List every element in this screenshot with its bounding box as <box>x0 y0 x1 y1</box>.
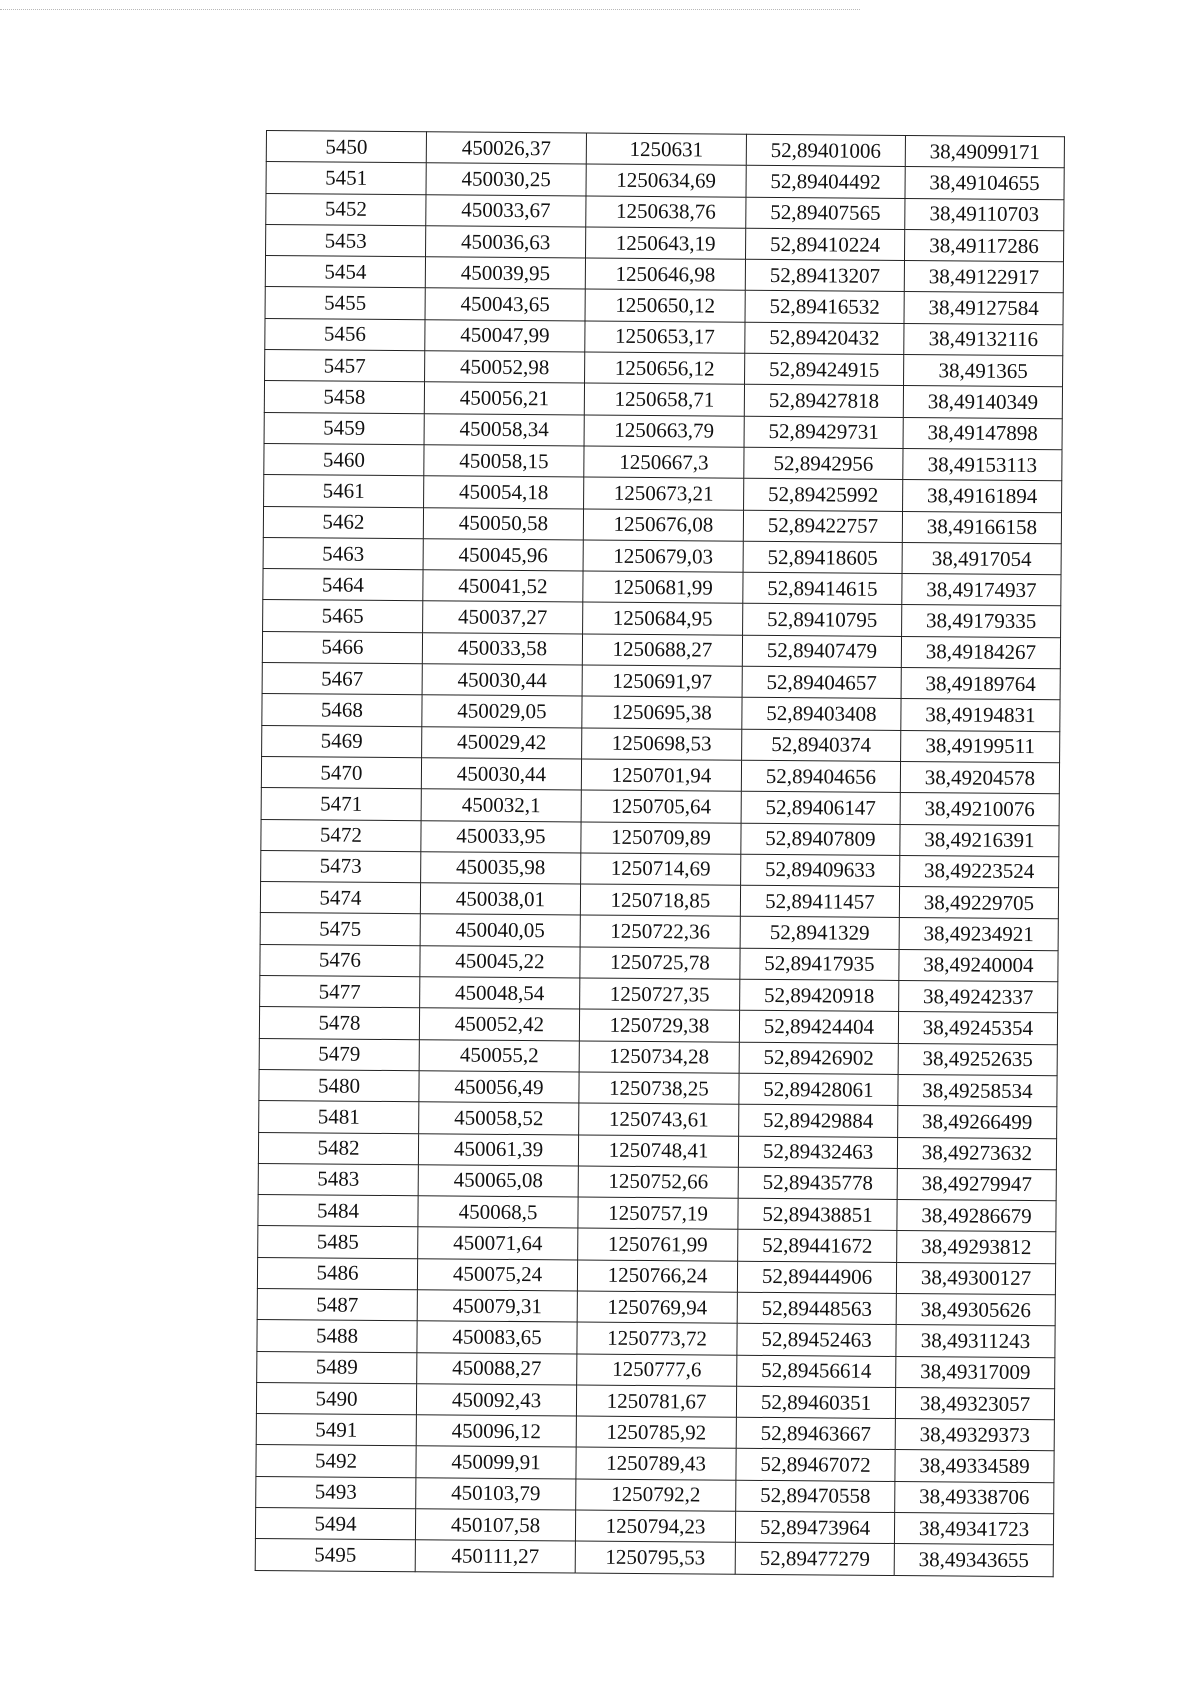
x-coordinate-cell: 450050,58 <box>423 507 583 540</box>
x-coordinate-cell: 450043,65 <box>425 288 585 321</box>
x-coordinate-cell: 450038,01 <box>420 883 580 916</box>
point-number-cell: 5486 <box>257 1257 417 1290</box>
point-number-cell: 5462 <box>263 506 423 539</box>
x-coordinate-cell: 450032,1 <box>421 789 581 822</box>
longitude-cell: 38,49242337 <box>899 981 1058 1014</box>
y-coordinate-cell: 1250709,89 <box>581 822 741 855</box>
longitude-cell: 38,49323057 <box>895 1387 1054 1420</box>
y-coordinate-cell: 1250734,28 <box>579 1041 739 1074</box>
longitude-cell: 38,49099171 <box>905 136 1064 169</box>
longitude-cell: 38,49127584 <box>904 292 1063 325</box>
point-number-cell: 5463 <box>263 537 423 570</box>
x-coordinate-cell: 450083,65 <box>417 1321 577 1354</box>
longitude-cell: 38,49153113 <box>903 448 1062 481</box>
latitude-cell: 52,89407809 <box>741 823 900 856</box>
point-number-cell: 5477 <box>260 975 420 1008</box>
x-coordinate-cell: 450041,52 <box>423 570 583 603</box>
latitude-cell: 52,8940374 <box>742 729 901 762</box>
longitude-cell: 38,49343655 <box>894 1544 1053 1577</box>
point-number-cell: 5495 <box>255 1539 415 1572</box>
longitude-cell: 38,49240004 <box>899 949 1058 982</box>
point-number-cell: 5460 <box>264 443 424 476</box>
x-coordinate-cell: 450033,58 <box>422 632 582 665</box>
longitude-cell: 38,49104655 <box>905 167 1064 200</box>
longitude-cell: 38,49279947 <box>897 1168 1056 1201</box>
latitude-cell: 52,89416532 <box>745 291 904 324</box>
longitude-cell: 38,49229705 <box>899 887 1058 920</box>
point-number-cell: 5484 <box>258 1195 418 1228</box>
longitude-cell: 38,49179335 <box>902 605 1061 638</box>
latitude-cell: 52,89456614 <box>737 1355 896 1388</box>
latitude-cell: 52,89463667 <box>736 1417 895 1450</box>
scan-edge-line <box>0 9 860 10</box>
longitude-cell: 38,49334589 <box>895 1450 1054 1483</box>
point-number-cell: 5452 <box>266 193 426 226</box>
x-coordinate-cell: 450056,21 <box>424 382 584 415</box>
latitude-cell: 52,89407479 <box>742 635 901 668</box>
y-coordinate-cell: 1250646,98 <box>585 258 745 291</box>
x-coordinate-cell: 450079,31 <box>417 1290 577 1323</box>
point-number-cell: 5476 <box>260 944 420 977</box>
latitude-cell: 52,8941329 <box>740 917 899 950</box>
longitude-cell: 38,49273632 <box>897 1137 1056 1170</box>
longitude-cell: 38,49147898 <box>903 417 1062 450</box>
x-coordinate-cell: 450088,27 <box>417 1352 577 1385</box>
x-coordinate-cell: 450047,99 <box>425 320 585 353</box>
latitude-cell: 52,89404656 <box>741 760 900 793</box>
latitude-cell: 52,89418605 <box>743 541 902 574</box>
longitude-cell: 38,49266499 <box>898 1106 1057 1139</box>
latitude-cell: 52,8942956 <box>744 447 903 480</box>
y-coordinate-cell: 1250679,03 <box>583 540 743 573</box>
point-number-cell: 5453 <box>266 224 426 257</box>
longitude-cell: 38,49258534 <box>898 1074 1057 1107</box>
y-coordinate-cell: 1250643,19 <box>586 227 746 260</box>
y-coordinate-cell: 1250725,78 <box>580 947 740 980</box>
x-coordinate-cell: 450030,44 <box>422 664 582 697</box>
latitude-cell: 52,89429884 <box>739 1104 898 1137</box>
point-number-cell: 5491 <box>256 1414 416 1447</box>
latitude-cell: 52,89404657 <box>742 666 901 699</box>
longitude-cell: 38,49300127 <box>896 1262 1055 1295</box>
latitude-cell: 52,89401006 <box>746 134 905 167</box>
x-coordinate-cell: 450026,37 <box>426 132 586 165</box>
longitude-cell: 38,49161894 <box>903 480 1062 513</box>
point-number-cell: 5464 <box>263 569 423 602</box>
y-coordinate-cell: 1250757,19 <box>578 1197 738 1230</box>
longitude-cell: 38,49329373 <box>895 1419 1054 1452</box>
point-number-cell: 5474 <box>260 882 420 915</box>
x-coordinate-cell: 450056,49 <box>419 1071 579 1104</box>
x-coordinate-cell: 450035,98 <box>421 852 581 885</box>
latitude-cell: 52,89404492 <box>746 166 905 199</box>
latitude-cell: 52,89467072 <box>736 1449 895 1482</box>
point-number-cell: 5480 <box>259 1069 419 1102</box>
point-number-cell: 5455 <box>265 287 425 320</box>
coordinates-table <box>255 130 1065 1577</box>
point-number-cell: 5478 <box>259 1007 419 1040</box>
y-coordinate-cell: 1250722,36 <box>580 915 740 948</box>
longitude-cell: 38,49117286 <box>904 229 1063 262</box>
longitude-cell: 38,49184267 <box>901 636 1060 669</box>
x-coordinate-cell: 450030,25 <box>426 163 586 196</box>
point-number-cell: 5458 <box>264 381 424 414</box>
y-coordinate-cell: 1250658,71 <box>584 383 744 416</box>
x-coordinate-cell: 450092,43 <box>416 1384 576 1417</box>
longitude-cell: 38,49216391 <box>900 824 1059 857</box>
y-coordinate-cell: 1250738,25 <box>579 1072 739 1105</box>
x-coordinate-cell: 450040,05 <box>420 914 580 947</box>
x-coordinate-cell: 450045,22 <box>420 945 580 978</box>
table-row <box>255 1539 1053 1577</box>
latitude-cell: 52,89444906 <box>737 1261 896 1294</box>
y-coordinate-cell: 1250792,2 <box>576 1479 736 1512</box>
x-coordinate-cell: 450055,2 <box>419 1039 579 1072</box>
longitude-cell: 38,49293812 <box>897 1231 1056 1264</box>
point-number-cell: 5494 <box>255 1508 415 1541</box>
y-coordinate-cell: 1250656,12 <box>585 352 745 385</box>
point-number-cell: 5461 <box>264 475 424 508</box>
point-number-cell: 5454 <box>265 256 425 289</box>
y-coordinate-cell: 1250698,53 <box>582 728 742 761</box>
latitude-cell: 52,89470558 <box>736 1480 895 1513</box>
y-coordinate-cell: 1250748,41 <box>578 1134 738 1167</box>
y-coordinate-cell: 1250794,23 <box>575 1510 735 1543</box>
y-coordinate-cell: 1250781,67 <box>576 1385 736 1418</box>
coordinates-table-body <box>255 131 1064 1577</box>
latitude-cell: 52,89460351 <box>736 1386 895 1419</box>
longitude-cell: 38,49166158 <box>902 511 1061 544</box>
point-number-cell: 5457 <box>265 350 425 383</box>
y-coordinate-cell: 1250743,61 <box>579 1103 739 1136</box>
point-number-cell: 5473 <box>261 850 421 883</box>
y-coordinate-cell: 1250631 <box>586 133 746 166</box>
x-coordinate-cell: 450058,34 <box>424 413 584 446</box>
latitude-cell: 52,89428061 <box>739 1073 898 1106</box>
x-coordinate-cell: 450099,91 <box>416 1446 576 1479</box>
point-number-cell: 5469 <box>262 725 422 758</box>
latitude-cell: 52,89407565 <box>746 197 905 230</box>
y-coordinate-cell: 1250777,6 <box>577 1354 737 1387</box>
x-coordinate-cell: 450068,5 <box>418 1196 578 1229</box>
y-coordinate-cell: 1250729,38 <box>579 1009 739 1042</box>
x-coordinate-cell: 450058,52 <box>419 1102 579 1135</box>
longitude-cell: 38,49317009 <box>896 1356 1055 1389</box>
y-coordinate-cell: 1250769,94 <box>577 1291 737 1324</box>
latitude-cell: 52,89411457 <box>740 885 899 918</box>
latitude-cell: 52,89420918 <box>740 979 899 1012</box>
y-coordinate-cell: 1250705,64 <box>581 790 741 823</box>
y-coordinate-cell: 1250681,99 <box>583 571 743 604</box>
point-number-cell: 5466 <box>262 631 422 664</box>
y-coordinate-cell: 1250684,95 <box>583 602 743 635</box>
longitude-cell: 38,491365 <box>904 355 1063 388</box>
x-coordinate-cell: 450075,24 <box>417 1258 577 1291</box>
latitude-cell: 52,89422757 <box>743 510 902 543</box>
x-coordinate-cell: 450039,95 <box>425 257 585 290</box>
latitude-cell: 52,89448563 <box>737 1292 896 1325</box>
latitude-cell: 52,89426902 <box>739 1042 898 1075</box>
latitude-cell: 52,89477279 <box>735 1543 894 1576</box>
x-coordinate-cell: 450103,79 <box>416 1477 576 1510</box>
point-number-cell: 5451 <box>266 162 426 195</box>
longitude-cell: 38,49210076 <box>900 793 1059 826</box>
longitude-cell: 38,49338706 <box>895 1481 1054 1514</box>
point-number-cell: 5479 <box>259 1038 419 1071</box>
longitude-cell: 38,4917054 <box>902 542 1061 575</box>
longitude-cell: 38,49305626 <box>896 1293 1055 1326</box>
x-coordinate-cell: 450033,95 <box>421 820 581 853</box>
point-number-cell: 5471 <box>261 788 421 821</box>
longitude-cell: 38,49311243 <box>896 1325 1055 1358</box>
point-number-cell: 5472 <box>261 819 421 852</box>
y-coordinate-cell: 1250727,35 <box>580 978 740 1011</box>
latitude-cell: 52,89441672 <box>738 1230 897 1263</box>
point-number-cell: 5475 <box>260 913 420 946</box>
point-number-cell: 5465 <box>263 600 423 633</box>
longitude-cell: 38,49140349 <box>903 386 1062 419</box>
x-coordinate-cell: 450111,27 <box>415 1540 575 1573</box>
y-coordinate-cell: 1250695,38 <box>582 696 742 729</box>
y-coordinate-cell: 1250688,27 <box>582 634 742 667</box>
point-number-cell: 5489 <box>257 1351 417 1384</box>
y-coordinate-cell: 1250653,17 <box>585 321 745 354</box>
point-number-cell: 5490 <box>256 1382 416 1415</box>
latitude-cell: 52,89406147 <box>741 791 900 824</box>
longitude-cell: 38,49174937 <box>902 574 1061 607</box>
latitude-cell: 52,89429731 <box>744 416 903 449</box>
y-coordinate-cell: 1250667,3 <box>584 446 744 479</box>
point-number-cell: 5492 <box>256 1445 416 1478</box>
y-coordinate-cell: 1250785,92 <box>576 1416 736 1449</box>
point-number-cell: 5488 <box>257 1320 417 1353</box>
y-coordinate-cell: 1250638,76 <box>586 196 746 229</box>
x-coordinate-cell: 450052,42 <box>419 1008 579 1041</box>
x-coordinate-cell: 450058,15 <box>424 445 584 478</box>
latitude-cell: 52,89414615 <box>743 572 902 605</box>
x-coordinate-cell: 450045,96 <box>423 539 583 572</box>
y-coordinate-cell: 1250718,85 <box>580 884 740 917</box>
y-coordinate-cell: 1250673,21 <box>584 477 744 510</box>
y-coordinate-cell: 1250761,99 <box>578 1228 738 1261</box>
point-number-cell: 5459 <box>264 412 424 445</box>
latitude-cell: 52,89452463 <box>737 1324 896 1357</box>
y-coordinate-cell: 1250701,94 <box>581 759 741 792</box>
latitude-cell: 52,89424404 <box>739 1011 898 1044</box>
x-coordinate-cell: 450061,39 <box>418 1133 578 1166</box>
longitude-cell: 38,49110703 <box>905 198 1064 231</box>
latitude-cell: 52,89417935 <box>740 948 899 981</box>
y-coordinate-cell: 1250676,08 <box>583 509 743 542</box>
point-number-cell: 5481 <box>259 1101 419 1134</box>
longitude-cell: 38,49234921 <box>899 918 1058 951</box>
x-coordinate-cell: 450071,64 <box>418 1227 578 1260</box>
y-coordinate-cell: 1250650,12 <box>585 289 745 322</box>
point-number-cell: 5456 <box>265 318 425 351</box>
latitude-cell: 52,89420432 <box>745 322 904 355</box>
point-number-cell: 5485 <box>258 1226 418 1259</box>
point-number-cell: 5467 <box>262 663 422 696</box>
longitude-cell: 38,49199511 <box>901 730 1060 763</box>
latitude-cell: 52,89425992 <box>744 479 903 512</box>
latitude-cell: 52,89403408 <box>742 698 901 731</box>
x-coordinate-cell: 450033,67 <box>426 194 586 227</box>
latitude-cell: 52,89410795 <box>743 604 902 637</box>
point-number-cell: 5493 <box>256 1476 416 1509</box>
latitude-cell: 52,89435778 <box>738 1167 897 1200</box>
longitude-cell: 38,49341723 <box>894 1513 1053 1546</box>
longitude-cell: 38,49286679 <box>897 1200 1056 1233</box>
y-coordinate-cell: 1250789,43 <box>576 1447 736 1480</box>
latitude-cell: 52,89438851 <box>738 1198 897 1231</box>
longitude-cell: 38,49194831 <box>901 699 1060 732</box>
longitude-cell: 38,49189764 <box>901 668 1060 701</box>
x-coordinate-cell: 450107,58 <box>415 1509 575 1542</box>
point-number-cell: 5487 <box>257 1288 417 1321</box>
latitude-cell: 52,89432463 <box>738 1136 897 1169</box>
longitude-cell: 38,49132116 <box>904 323 1063 356</box>
point-number-cell: 5483 <box>258 1163 418 1196</box>
y-coordinate-cell: 1250766,24 <box>577 1260 737 1293</box>
x-coordinate-cell: 450029,05 <box>422 695 582 728</box>
longitude-cell: 38,49122917 <box>904 261 1063 294</box>
point-number-cell: 5468 <box>262 694 422 727</box>
latitude-cell: 52,89409633 <box>741 854 900 887</box>
y-coordinate-cell: 1250634,69 <box>586 164 746 197</box>
point-number-cell: 5482 <box>258 1132 418 1165</box>
y-coordinate-cell: 1250795,53 <box>575 1541 735 1574</box>
longitude-cell: 38,49204578 <box>900 761 1059 794</box>
x-coordinate-cell: 450096,12 <box>416 1415 576 1448</box>
point-number-cell: 5450 <box>266 131 426 164</box>
x-coordinate-cell: 450054,18 <box>424 476 584 509</box>
latitude-cell: 52,89424915 <box>745 353 904 386</box>
longitude-cell: 38,49252635 <box>898 1043 1057 1076</box>
y-coordinate-cell: 1250714,69 <box>581 853 741 886</box>
latitude-cell: 52,89427818 <box>744 385 903 418</box>
latitude-cell: 52,89410224 <box>745 228 904 261</box>
longitude-cell: 38,49223524 <box>900 855 1059 888</box>
y-coordinate-cell: 1250663,79 <box>584 415 744 448</box>
x-coordinate-cell: 450065,08 <box>418 1165 578 1198</box>
x-coordinate-cell: 450030,44 <box>421 758 581 791</box>
x-coordinate-cell: 450036,63 <box>426 226 586 259</box>
x-coordinate-cell: 450052,98 <box>425 351 585 384</box>
x-coordinate-cell: 450029,42 <box>422 726 582 759</box>
y-coordinate-cell: 1250752,66 <box>578 1166 738 1199</box>
y-coordinate-cell: 1250773,72 <box>577 1322 737 1355</box>
longitude-cell: 38,49245354 <box>898 1012 1057 1045</box>
x-coordinate-cell: 450037,27 <box>423 601 583 634</box>
latitude-cell: 52,89473964 <box>735 1511 894 1544</box>
point-number-cell: 5470 <box>261 756 421 789</box>
x-coordinate-cell: 450048,54 <box>420 977 580 1010</box>
latitude-cell: 52,89413207 <box>745 259 904 292</box>
y-coordinate-cell: 1250691,97 <box>582 665 742 698</box>
